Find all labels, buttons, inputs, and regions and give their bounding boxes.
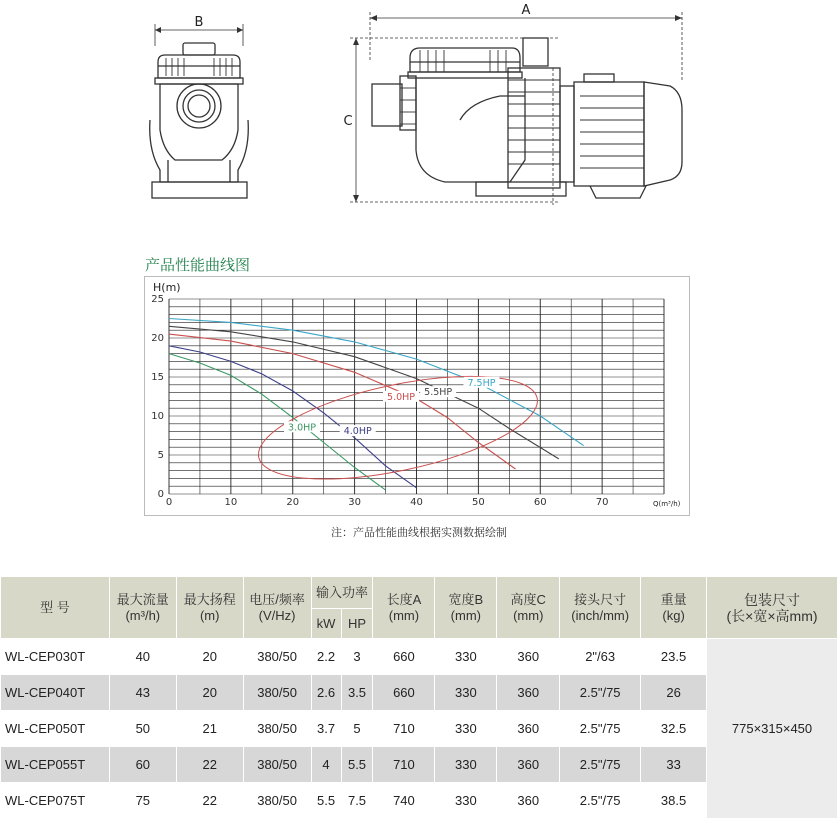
- y-tick-label: 20: [151, 333, 164, 344]
- cell-flow: 50: [109, 711, 176, 747]
- cell-flow: 43: [109, 675, 176, 711]
- chart-footnote: 注：产品性能曲线根据实测数据绘制: [331, 526, 507, 539]
- x-tick-label: 10: [224, 497, 238, 508]
- cell-head: 21: [176, 711, 243, 747]
- header-max-flow: 最大流量 (m³/h): [109, 577, 176, 639]
- x-tick-label: 0: [165, 497, 173, 508]
- cell-flow: 75: [109, 783, 176, 819]
- cell-flow: 40: [109, 639, 176, 675]
- performance-chart-svg: [145, 277, 689, 515]
- cell-width: 330: [435, 783, 497, 819]
- y-tick-label: 10: [151, 411, 164, 422]
- x-tick-label: 30: [348, 497, 361, 508]
- y-tick-label: 0: [157, 489, 164, 500]
- cell-hp: 3: [341, 639, 373, 675]
- header-weight: 重量 (kg): [641, 577, 707, 639]
- header-model: 型 号: [1, 577, 110, 639]
- table-row: [1, 639, 838, 675]
- cell-weight: 26: [641, 675, 707, 711]
- chart-x-axis-label: Q(m³/h): [653, 500, 681, 508]
- cell-length: 660: [373, 639, 435, 675]
- pump-front-view: [150, 24, 249, 198]
- performance-curve-title: 产品性能曲线图: [145, 256, 251, 274]
- cell-hp: 5: [341, 711, 373, 747]
- cell-weight: 23.5: [641, 639, 707, 675]
- annotation-label: 4.0HP: [343, 426, 372, 438]
- cell-conn: 2.5"/75: [560, 675, 641, 711]
- header-package-size: 包装尺寸 (长×宽×高mm): [707, 577, 838, 639]
- y-tick-label: 15: [151, 372, 164, 383]
- cell-kw: 3.7: [311, 711, 341, 747]
- cell-voltage: 380/50: [243, 675, 311, 711]
- cell-length: 740: [373, 783, 435, 819]
- cell-width: 330: [435, 711, 497, 747]
- cell-voltage: 380/50: [243, 639, 311, 675]
- y-tick-label: 25: [151, 294, 164, 305]
- cell-hp: 7.5: [341, 783, 373, 819]
- cell-model: WL-CEP050T: [1, 711, 110, 747]
- annotation-label: 7.5HP: [467, 377, 496, 389]
- series-line-3-0hp: [169, 354, 386, 491]
- header-input-power: 输入功率: [311, 577, 373, 609]
- cell-conn: 2"/63: [560, 639, 641, 675]
- dimension-label-c: C: [343, 114, 353, 129]
- cell-width: 330: [435, 675, 497, 711]
- cell-weight: 32.5: [641, 711, 707, 747]
- cell-height: 360: [497, 747, 560, 783]
- header-voltage: 电压/频率 (V/Hz): [243, 577, 311, 639]
- cell-height: 360: [497, 639, 560, 675]
- cell-head: 20: [176, 675, 243, 711]
- cell-flow: 60: [109, 747, 176, 783]
- pump-technical-drawings: [0, 0, 838, 240]
- cell-height: 360: [497, 675, 560, 711]
- cell-conn: 2.5"/75: [560, 783, 641, 819]
- annotation-label: 5.0HP: [387, 391, 416, 403]
- cell-voltage: 380/50: [243, 783, 311, 819]
- cell-head: 22: [176, 783, 243, 819]
- cell-length: 710: [373, 711, 435, 747]
- cell-model: WL-CEP030T: [1, 639, 110, 675]
- annotation-label: 3.0HP: [288, 422, 317, 434]
- header-max-head: 最大扬程 (m): [176, 577, 243, 639]
- chart-y-axis-label: H(m): [153, 281, 181, 294]
- cell-kw: 4: [311, 747, 341, 783]
- header-length: 长度A (mm): [373, 577, 435, 639]
- spec-table: [0, 576, 838, 819]
- cell-height: 360: [497, 783, 560, 819]
- x-tick-label: 70: [595, 497, 609, 508]
- header-connection: 接头尺寸 (inch/mm): [560, 577, 641, 639]
- cell-model: WL-CEP075T: [1, 783, 110, 819]
- cell-voltage: 380/50: [243, 747, 311, 783]
- x-tick-label: 50: [472, 497, 485, 508]
- pump-side-view: [350, 12, 682, 205]
- x-tick-label: 20: [286, 497, 300, 508]
- cell-length: 710: [373, 747, 435, 783]
- cell-hp: 5.5: [341, 747, 373, 783]
- cell-package-size: 775×315×450: [707, 639, 838, 819]
- header-height: 高度C (mm): [497, 577, 560, 639]
- cell-width: 330: [435, 639, 497, 675]
- y-tick-label: 5: [157, 450, 164, 461]
- annotation-label: 5.5HP: [424, 387, 453, 399]
- header-power-hp: HP: [341, 609, 373, 639]
- x-tick-label: 40: [410, 497, 423, 508]
- cell-head: 20: [176, 639, 243, 675]
- cell-model: WL-CEP040T: [1, 675, 110, 711]
- header-width: 宽度B (mm): [435, 577, 497, 639]
- cell-hp: 3.5: [341, 675, 373, 711]
- cell-model: WL-CEP055T: [1, 747, 110, 783]
- cell-head: 22: [176, 747, 243, 783]
- cell-width: 330: [435, 747, 497, 783]
- cell-conn: 2.5"/75: [560, 747, 641, 783]
- cell-weight: 38.5: [641, 783, 707, 819]
- cell-kw: 5.5: [311, 783, 341, 819]
- cell-kw: 2.2: [311, 639, 341, 675]
- cell-conn: 2.5"/75: [560, 711, 641, 747]
- cell-length: 660: [373, 675, 435, 711]
- cell-height: 360: [497, 711, 560, 747]
- performance-chart: [144, 276, 690, 516]
- cell-weight: 33: [641, 747, 707, 783]
- x-tick-label: 60: [533, 497, 547, 508]
- dimension-label-b: B: [194, 15, 204, 30]
- dimension-label-a: A: [521, 3, 531, 18]
- cell-voltage: 380/50: [243, 711, 311, 747]
- cell-kw: 2.6: [311, 675, 341, 711]
- header-power-kw: kW: [311, 609, 341, 639]
